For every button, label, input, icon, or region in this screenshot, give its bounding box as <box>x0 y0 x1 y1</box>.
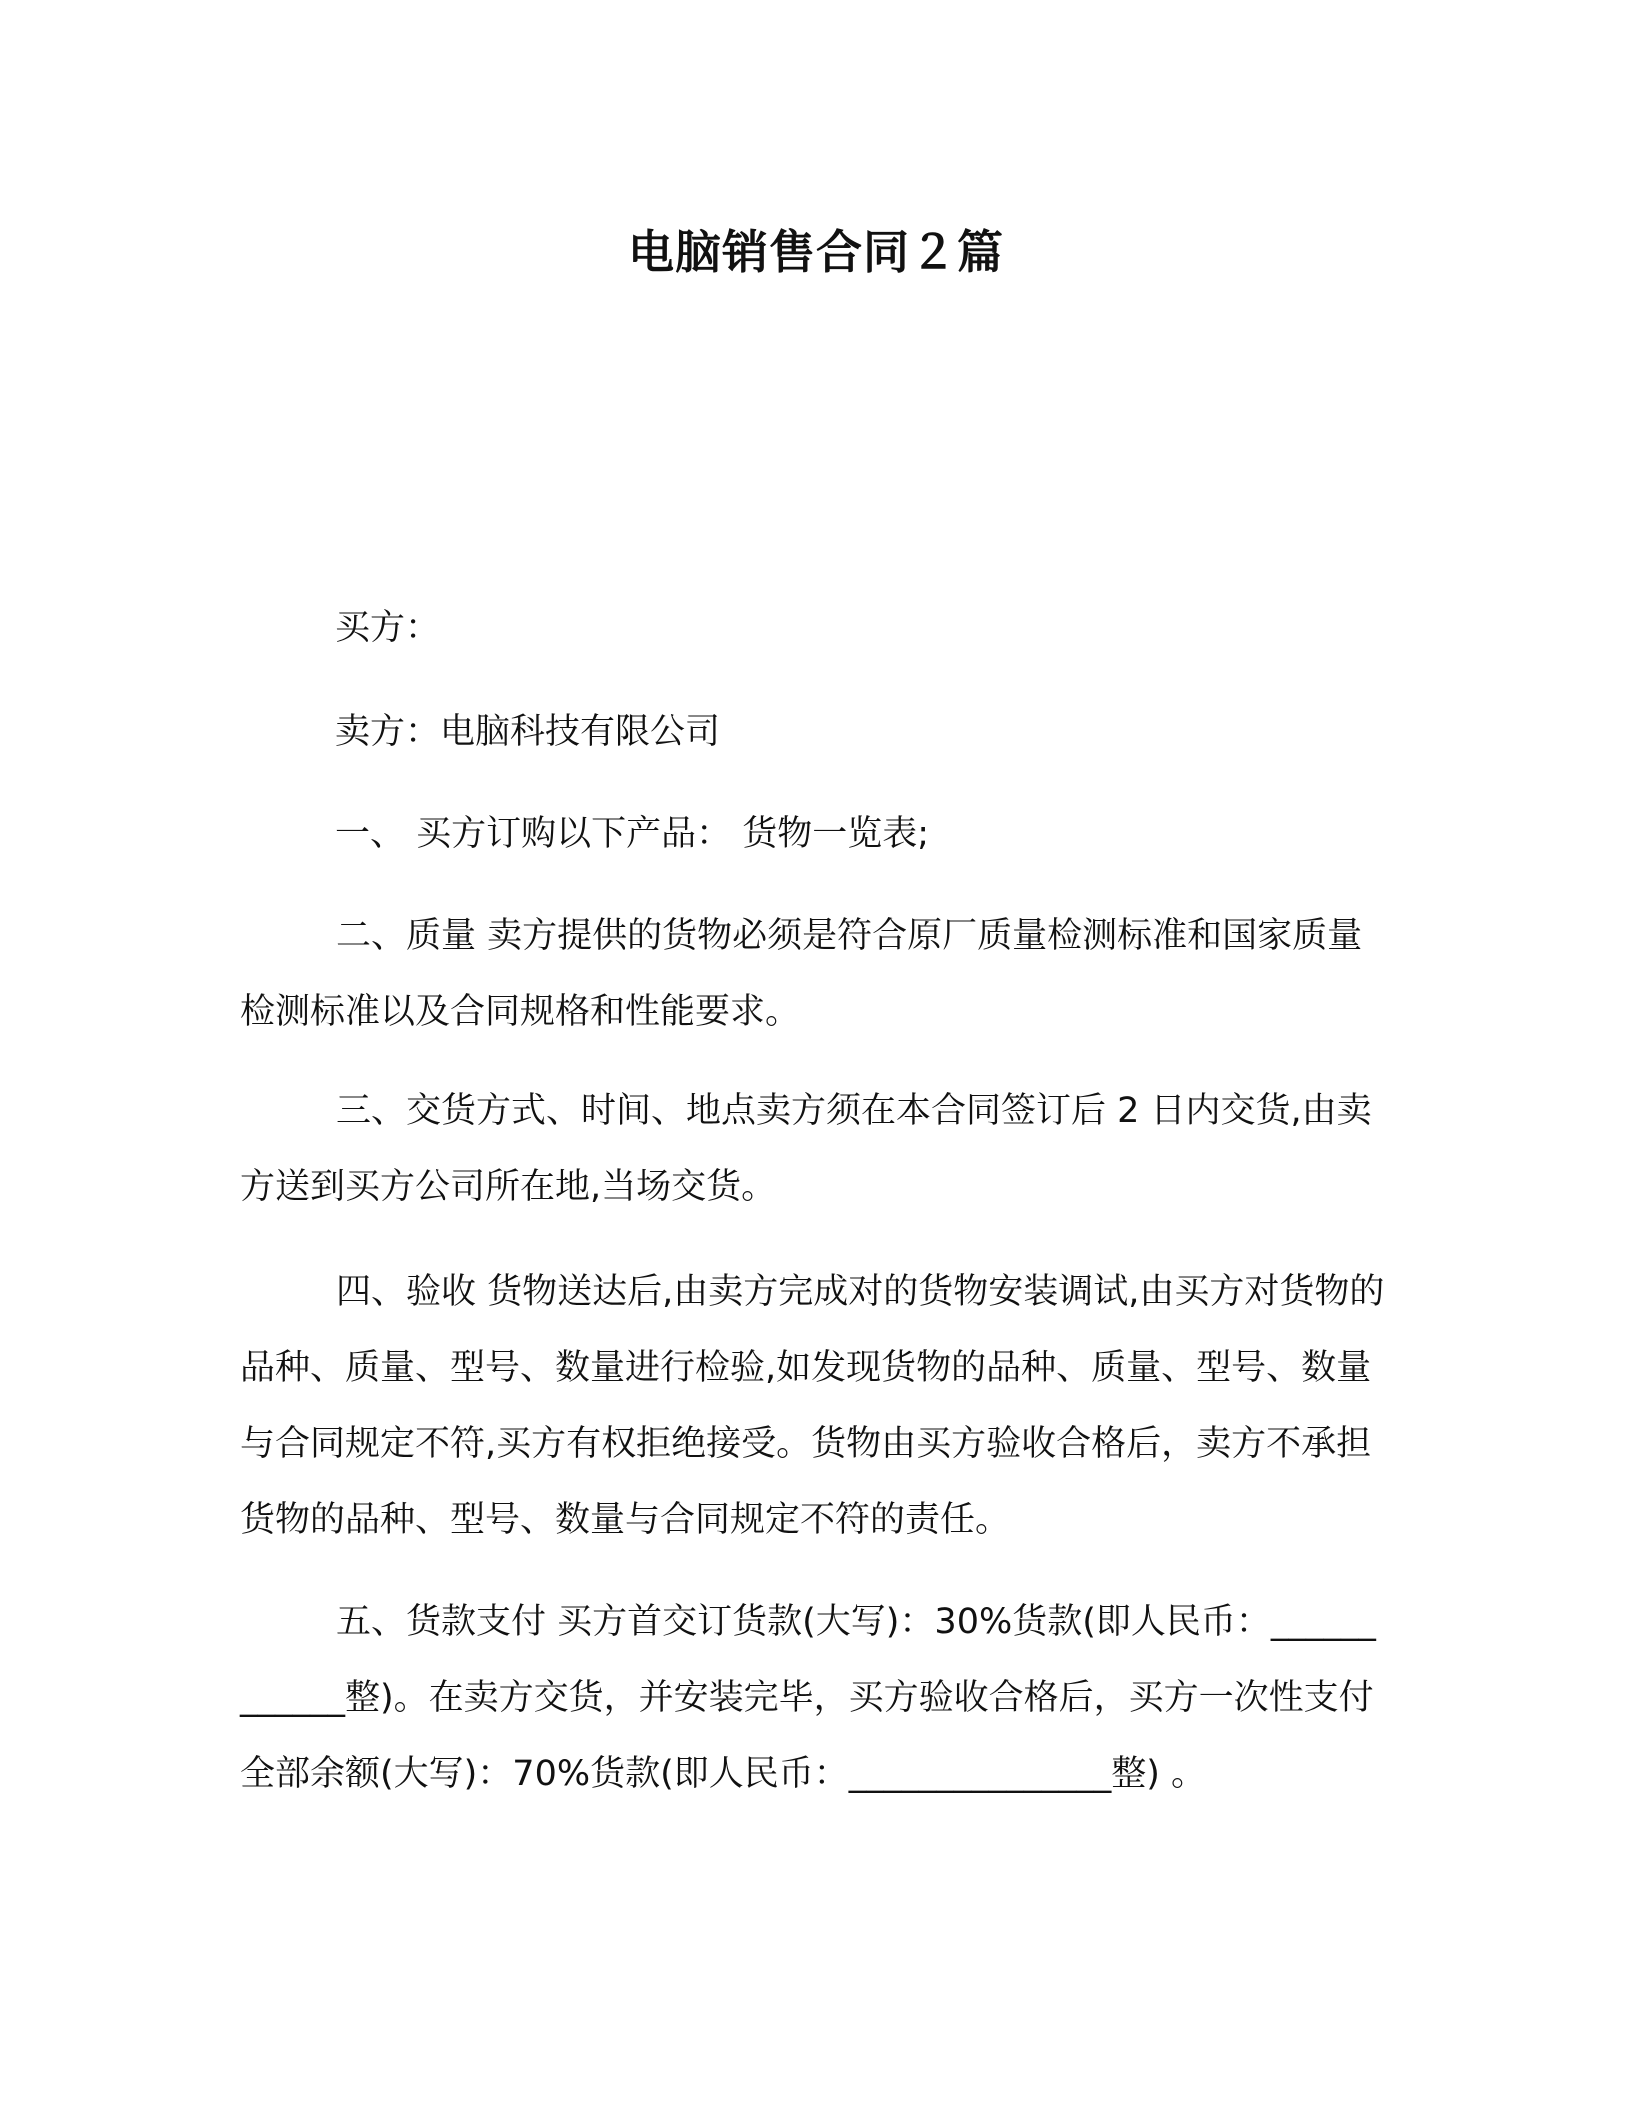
clause-2: 二、质量 卖方提供的货物必须是符合原厂质量检测标准和国家质量检测标准以及合同规格和性能要求。 <box>240 916 1363 1032</box>
clause-4: 四、验收 货物送达后,由卖方完成对的货物安装调试,由买方对货物的品种、质量、型号、数量进行检验,如发现货物的品种、质量、型号、数量与合同规定不符,买方有权拒绝接受。货物由买方验收合格后，卖方不承担货物的品种、型号、数量与合同规定不符的责任。 <box>240 1272 1385 1540</box>
clause-1: 一、 买方订购以下产品： 货物一览表; <box>335 814 930 854</box>
document-title: 电脑销售合同２篇 <box>628 225 1004 279</box>
buyer-line: 买方： <box>335 608 441 648</box>
clause-3: 三、交货方式、时间、地点卖方须在本合同签订后 2 日内交货,由卖方送到买方公司所在地,当场交货。 <box>240 1091 1372 1207</box>
clause-5: 五、货款支付 买方首交订货款(大写)：30%货款(即人民币：____________整)。在卖方交货，并安装完毕，买方验收合格后，买方一次性支付全部余额(大写)：70%货款(即人民币：_______________整) 。 <box>240 1602 1376 1794</box>
seller-line: 卖方：电脑科技有限公司 <box>335 712 721 752</box>
